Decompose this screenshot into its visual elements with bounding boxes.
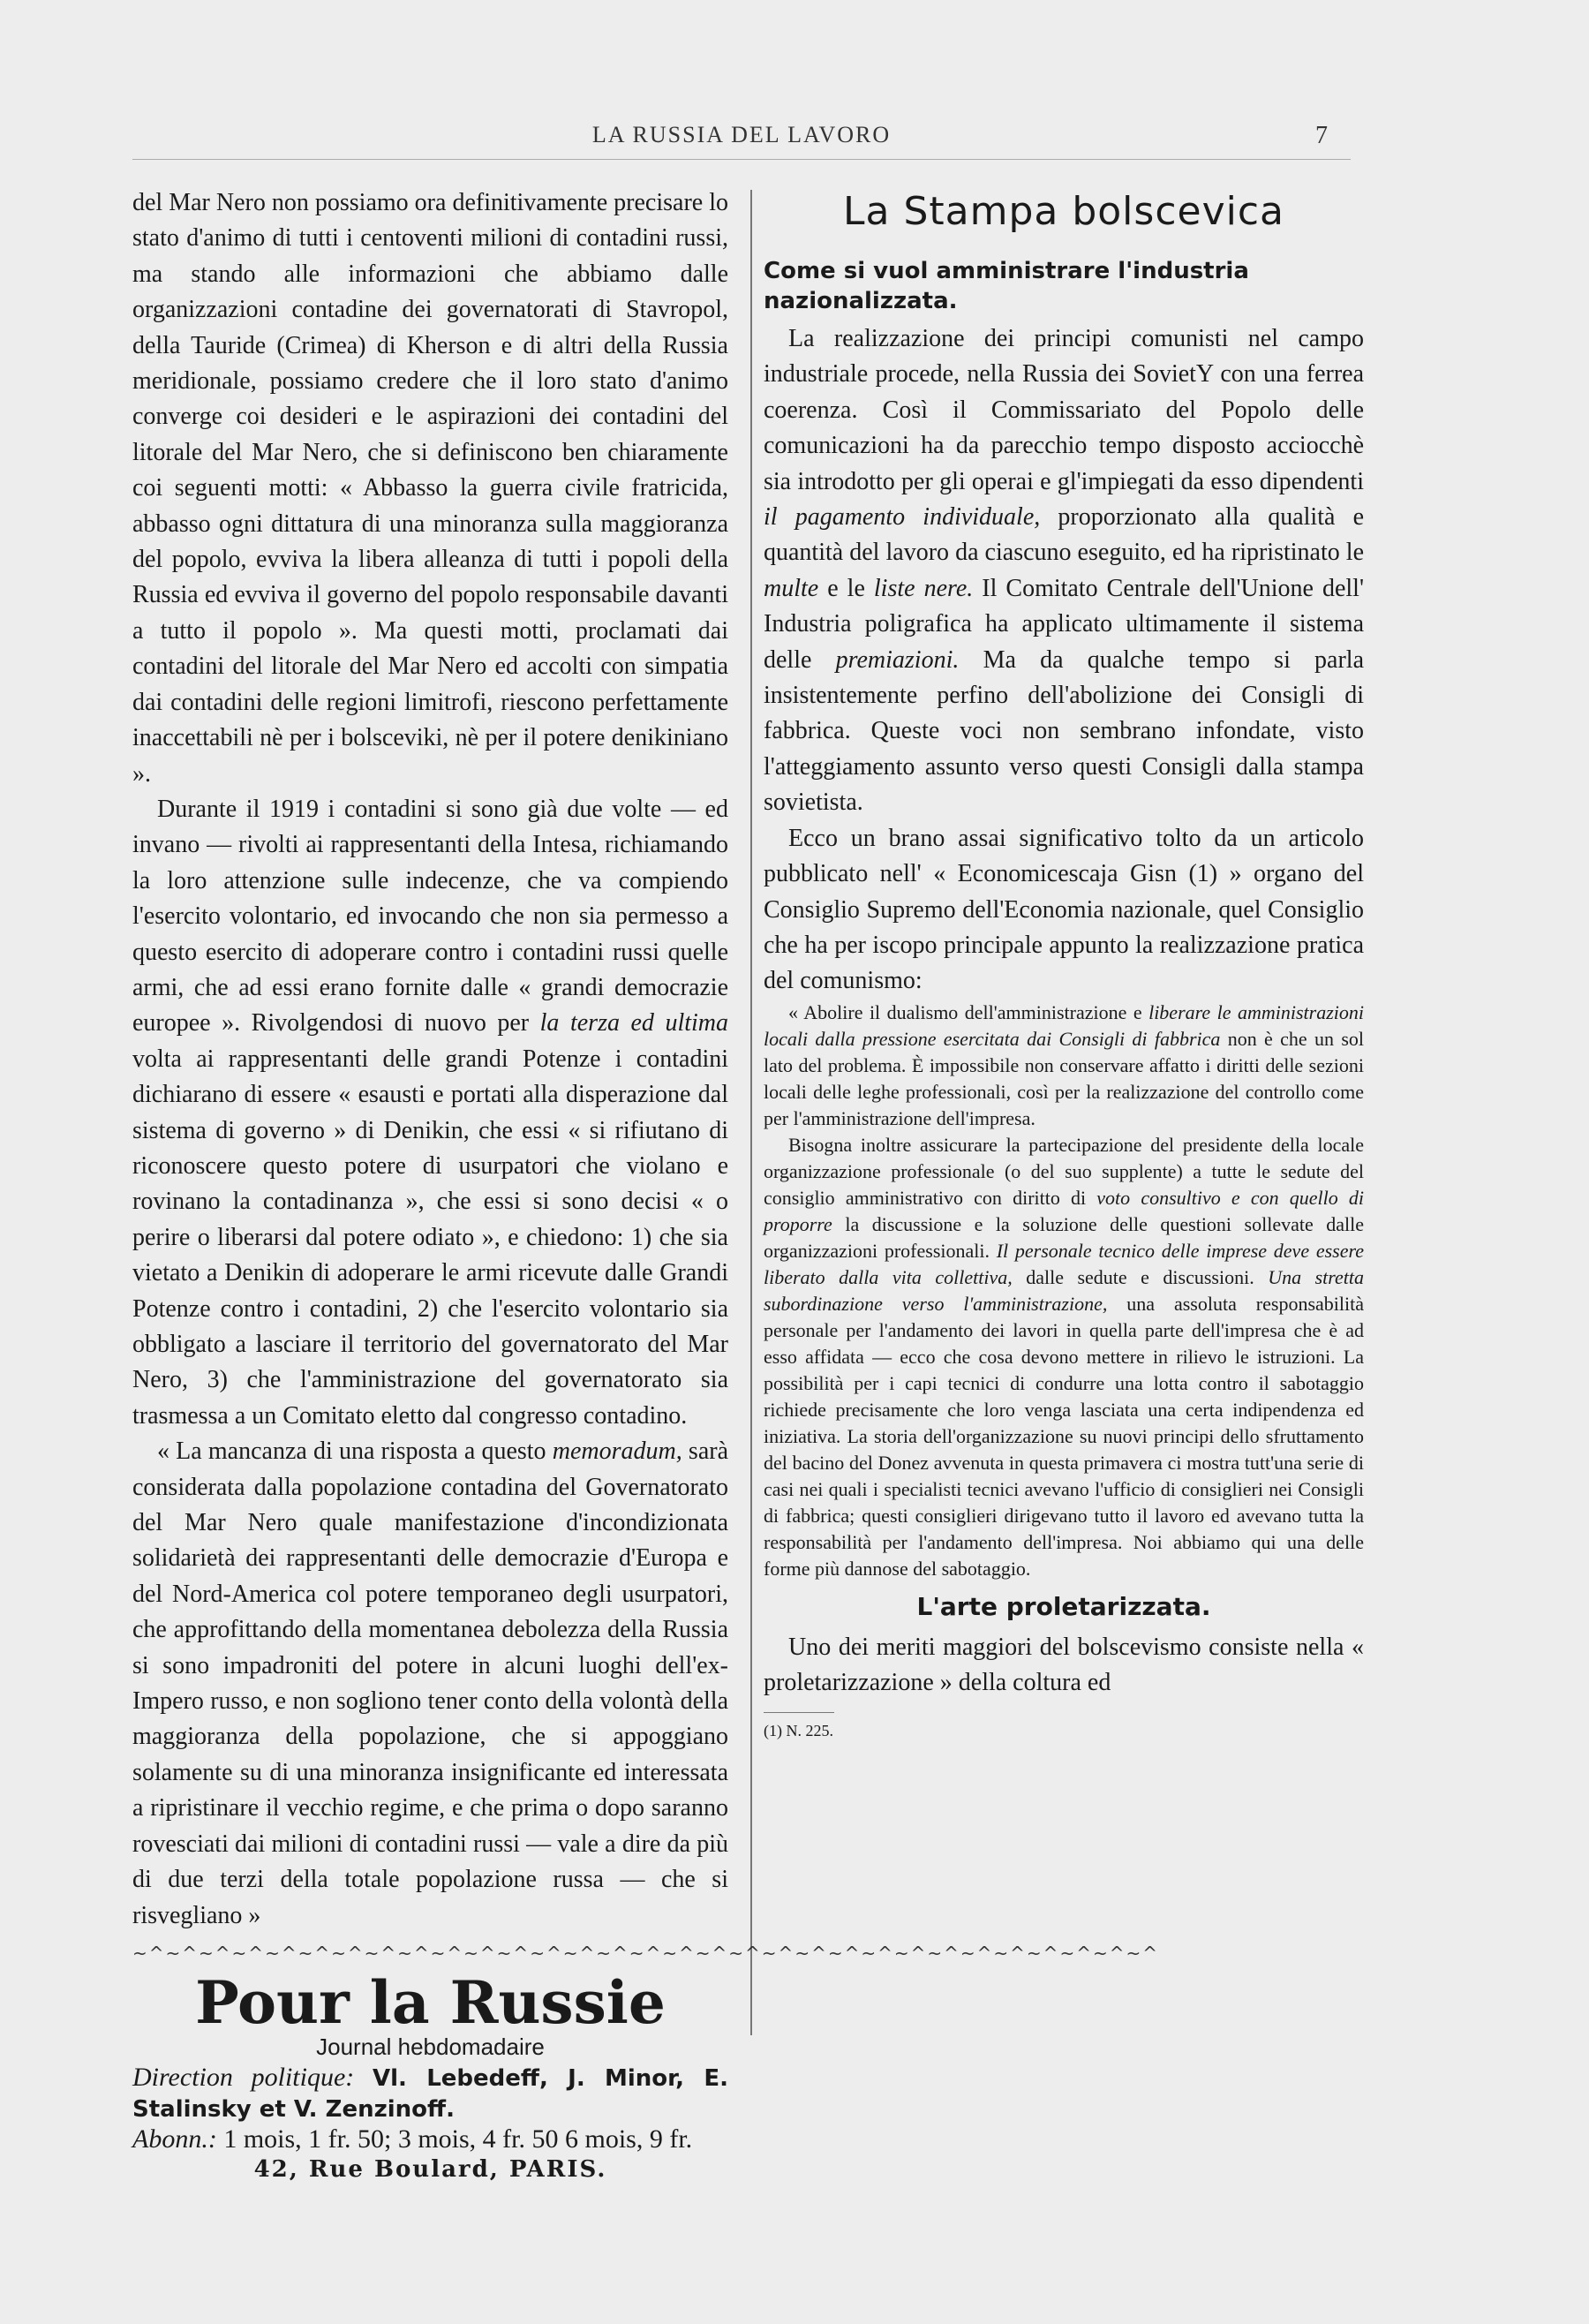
left-paragraph-2	[132, 792, 728, 1434]
italic-text: liste nere.	[873, 574, 974, 602]
ornamental-divider: ~^~^~^~^~^~^~^~^~^~^~^~^~^~^~^~^~^~^~^~^~^~^~^~^~^~^~^~^~^~^~^	[132, 1942, 1159, 1964]
italic-text: la terza ed ultima	[539, 1009, 729, 1038]
ad-direction-names: Vl. Lebedeff, J. Minor, E. Stalinsky et V. Zenzinoff.	[132, 2064, 728, 2123]
ad-address: 42, Rue Boulard, PARIS.	[253, 2155, 607, 2183]
section-subhead-2: L'arte proletarizzata.	[916, 1591, 1211, 1621]
ad-title: Pour la Russie	[195, 1967, 666, 2037]
text-span: « Abolire il dualismo dell'amministrazione e	[788, 1000, 1149, 1023]
italic-text: voto consultivo e con quello di proporre	[764, 1186, 1364, 1235]
ad-subscription-label: Abonn.:	[132, 2124, 217, 2154]
right-paragraph-1	[764, 321, 1364, 821]
column-divider	[750, 190, 752, 2035]
italic-text: Una stretta subordinazione verso l'amministrazione,	[764, 1265, 1364, 1315]
quote-paragraph-1	[764, 1000, 1364, 1132]
section-title: La Stampa bolscevica	[842, 189, 1285, 234]
footnote-rule	[764, 1712, 834, 1713]
quote-paragraph-2	[764, 1132, 1364, 1582]
left-paragraph-3	[132, 1434, 728, 1934]
left-paragraph-1: del Mar Nero non possiamo ora definitivamente precisare lo stato d'animo di tutti i centoventi milioni di contadini russi, ma stando alle informazioni che abbiamo dalle organizzazioni contadine dei governatorati di Stavropol, della Tauride (Crimea) di Kherson e di altri della Russia meridionale, possiamo credere che il loro stato d'animo converge coi desideri e le aspirazioni dei contadini del litorale del Mar Nero, che si definiscono ben chiaramente coi seguenti motti: « Abbasso la guerra civile fratricida, abbasso ogni dittatura di una minoranza sulla maggioranza del popolo, evviva la libera alleanza di tutti i popoli della Russia ed evviva il governo del popolo responsabile davanti a tutto il popolo ». Ma questi motti, proclamati dai contadini del litorale del Mar Nero ed accolti con simpatia dai contadini delle regioni limitrofi, riescono perfettamente inaccettabili nè per i bolsceviki, nè per il potere denikiniano ».	[132, 189, 728, 788]
text-span: Il Comitato Centrale dell'Unione dell' Industria poligrafica ha applicato ultimamente il sistema delle	[764, 574, 1364, 674]
italic-text: multe	[764, 574, 819, 602]
page-number: 7	[1315, 122, 1328, 149]
text-span: « La mancanza di una risposta a questo	[157, 1437, 553, 1466]
right-paragraph-3: Uno dei meriti maggiori del bolscevismo consiste nella « proletarizzazione » della coltura ed	[764, 1633, 1364, 1697]
text-span: non è che un sol lato del problema. È impossibile non conservare affatto i diritti delle sezioni locali delle leghe professionali, così per la realizzazione del controllo come per l'amministrazione dell'impresa.	[764, 1027, 1365, 1129]
right-column	[764, 185, 1364, 1741]
text-span: una assoluta responsabilità personale per l'andamento dei lavori in quella parte dell'impresa che è ad esso affidata — ecco che cosa devono mettere in rilievo le istruzioni. La possibilità per i capi tecnici di condurre una lotta contro il sabotaggio richiede precisamente che loro venga lasciata una certa indipendenza ed iniziativa. La storia dell'organizzazione su nuovi principi dello sfruttamento del bacino del Donez avvenuta in questa primavera ci mostra tutt'una serie di casi nei quali i specialisti tecnici avevano l'ufficio di consiglieri nei Consigli di fabbrica; questi consiglieri dirigevano tutto il lavoro ed avevano tutta la responsabilità per l'andamento dell'impresa. Noi abbiamo qui una delle forme più dannose del sabotaggio.	[764, 1292, 1364, 1580]
text-span: e le	[818, 574, 874, 602]
text-span: dalle sedute e discussioni.	[1012, 1265, 1269, 1288]
text-span: la discussione e la soluzione delle questioni sollevate dalle organizzazioni professionali.	[764, 1212, 1364, 1262]
italic-text: il pagamento individuale,	[764, 503, 1041, 532]
ad-subscription-prices: 1 mois, 1 fr. 50; 3 mois, 4 fr. 50 6 mois, 9 fr.	[223, 2124, 693, 2154]
header-rule	[132, 159, 1351, 160]
footnote: (1) N. 225.	[764, 1721, 833, 1739]
italic-text: premiazioni.	[835, 645, 960, 674]
ad-direction	[132, 2063, 728, 2124]
text-span: Ma da qualche tempo si parla insistentemente perfino dell'abolizione dei Consigli di fabbrica. Queste voci non sembrano infondate, visto l'atteggiamento assunto verso questi Consigli dalla stampa sovietista.	[764, 645, 1365, 817]
text-span: Durante il 1919 i contadini si sono già due volte — ed invano — rivolti ai rappresentanti della Intesa, richiamando la loro attenzione sulle indecenze, che va compiendo l'esercito volontario, ed invocando che non sia permesso a questo esercito di adoperare contro i contadini russi quelle armi, che ad essi erano fornite dalle « grandi democrazie europee ». Rivolgendosi di nuovo per	[132, 795, 728, 1038]
article-subhead: Come si vuol amministrare l'industria nazionalizzata.	[764, 258, 1249, 314]
text-span: sarà considerata dalla popolazione contadina del Governatorato del Mar Nero quale manifestazione d'incondizionata solidarietà dei rappresentanti delle democrazie d'Europa e del Nord-America col potere temporaneo degli usurpatori, che approfittando della momentanea debolezza della Russia si sono impadroniti del potere in alcuni luoghi dell'ex-Impero russo, e non sogliono tener conto della volontà della maggioranza della popolazione, che si appoggiano solamente su di una minoranza insignificante ed interessata a ripristinare il vecchio regime, e che prima o dopo saranno rovesciati dai milioni di contadini russi — vale a dire da più di due terzi della totale popolazione russa — che si risvegliano »	[132, 1437, 729, 1929]
italic-text: Il personale tecnico delle imprese deve essere liberato dalla vita collettiva,	[764, 1239, 1364, 1288]
text-span: volta ai rappresentanti delle grandi Potenze i contadini dichiarano di essere « esausti e portati alla disperazione dal sistema di governo » di Denikin, che essi « si rifiutano di riconoscere questo potere di usurpatori che violano e rovinano la contadinanza », che essi si sono decisi « o perire o liberarsi dal potere odiato », e chiedono: 1) che sia vietato a Denikin di adoperare le armi ricevute dalle Grandi Potenze contro i contadini, 2) che l'esercito volontario sia obbligato a lasciare il territorio del governatorato del Mar Nero, 3) che l'amministrazione del governatorato sia trasmessa a un Comitato eletto dal congresso contadino.	[132, 1045, 728, 1430]
running-title: LA RUSSIA DEL LAVORO	[591, 122, 892, 147]
text-span: proporzionato alla qualità e quantità del lavoro da ciascuno eseguito, ed ha ripristinato le	[764, 503, 1364, 567]
text-span: La realizzazione dei principi comunisti nel campo industriale procede, nella Russia dei SovietY con una ferrea coerenza. Così il Commissariato del Popolo delle comunicazioni ha da parecchio tempo disposto acciocchè sia introdotto per gli operai e gl'impiegati da esso dipendenti	[764, 325, 1364, 495]
ad-direction-label: Direction politique:	[132, 2062, 355, 2092]
ad-subtitle: Journal hebdomadaire	[316, 2033, 545, 2060]
right-paragraph-2: Ecco un brano assai significativo tolto da un articolo pubblicato nell' « Economicescaja Gisn (1) » organo del Consiglio Supremo dell'Economia nazionale, quel Consiglio che ha per iscopo principale appunto la realizzazione pratica del comunismo:	[764, 824, 1364, 995]
italic-text: liberare le amministrazioni locali dalla pressione esercitata dai Consigli di fabbrica	[764, 1000, 1364, 1050]
advertisement	[132, 1967, 728, 2184]
text-span: Bisogna inoltre assicurare la partecipazione del presidente della locale organizzazione professionale (o del suo supplente) a tutte le sedute del consiglio amministrativo con diritto di	[764, 1133, 1364, 1209]
ad-subscription	[132, 2124, 728, 2154]
italic-text: memoradum,	[552, 1437, 682, 1466]
